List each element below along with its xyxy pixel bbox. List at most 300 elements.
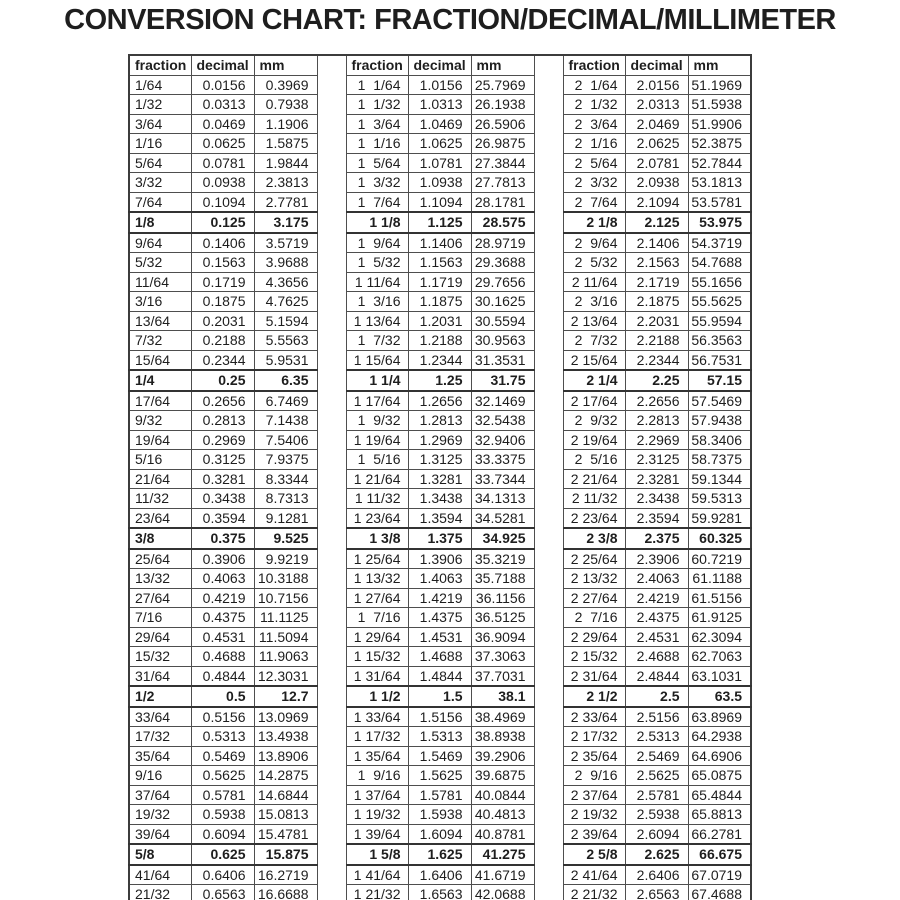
mm-cell: 7.5406 (254, 430, 317, 450)
column-spacer (534, 430, 563, 450)
mm-cell: 1.5875 (254, 134, 317, 154)
decimal-cell: 0.3125 (191, 450, 254, 470)
mm-cell: 11.1125 (254, 608, 317, 628)
mm-cell: 40.4813 (471, 805, 534, 825)
decimal-cell: 1.3125 (408, 450, 471, 470)
mm-cell: 62.3094 (688, 627, 751, 647)
decimal-cell: 2.2656 (625, 391, 688, 411)
fraction-cell: 5/16 (129, 450, 191, 470)
fraction-cell: 3/16 (129, 292, 191, 312)
column-spacer (534, 114, 563, 134)
mm-cell: 61.1188 (688, 569, 751, 589)
column-spacer (317, 212, 346, 233)
decimal-cell: 2.4375 (625, 608, 688, 628)
column-spacer (534, 233, 563, 253)
fraction-cell: 37/64 (129, 785, 191, 805)
mm-cell: 13.8906 (254, 746, 317, 766)
fraction-cell: 25/64 (129, 549, 191, 569)
fraction-cell: 1 13/64 (346, 311, 408, 331)
fraction-cell: 1 35/64 (346, 746, 408, 766)
decimal-cell: 0.0625 (191, 134, 254, 154)
decimal-cell: 1.4688 (408, 647, 471, 667)
fraction-cell: 21/32 (129, 885, 191, 900)
fraction-cell: 2 11/32 (563, 489, 625, 509)
page-title: CONVERSION CHART: FRACTION/DECIMAL/MILLIMETER (64, 4, 836, 36)
decimal-cell: 0.1719 (191, 272, 254, 292)
column-spacer (534, 549, 563, 569)
fraction-cell: 9/32 (129, 411, 191, 431)
table-row (129, 153, 751, 173)
mm-cell: 64.2938 (688, 727, 751, 747)
column-spacer (534, 824, 563, 844)
mm-cell: 0.7938 (254, 95, 317, 115)
column-spacer (317, 766, 346, 786)
column-spacer (534, 311, 563, 331)
column-spacer (534, 153, 563, 173)
column-spacer (534, 469, 563, 489)
mm-cell: 59.5313 (688, 489, 751, 509)
decimal-cell: 2.375 (625, 528, 688, 549)
column-spacer (534, 411, 563, 431)
mm-cell: 65.0875 (688, 766, 751, 786)
fraction-cell: 1 1/64 (346, 75, 408, 95)
column-spacer (534, 391, 563, 411)
decimal-cell: 1.2344 (408, 350, 471, 370)
decimal-cell: 2.3438 (625, 489, 688, 509)
fraction-cell: 2 5/32 (563, 253, 625, 273)
table-row (129, 450, 751, 470)
fraction-cell: 1 29/64 (346, 627, 408, 647)
fraction-cell: 2 9/64 (563, 233, 625, 253)
mm-cell: 2.3813 (254, 173, 317, 193)
fraction-cell: 5/32 (129, 253, 191, 273)
mm-cell: 29.7656 (471, 272, 534, 292)
column-spacer (534, 666, 563, 686)
decimal-cell: 2.6406 (625, 865, 688, 885)
decimal-cell: 1.375 (408, 528, 471, 549)
mm-cell: 59.9281 (688, 508, 751, 528)
mm-cell: 38.8938 (471, 727, 534, 747)
mm-cell: 55.9594 (688, 311, 751, 331)
mm-cell: 59.1344 (688, 469, 751, 489)
decimal-cell: 2.2344 (625, 350, 688, 370)
mm-cell: 57.5469 (688, 391, 751, 411)
column-spacer (534, 805, 563, 825)
table-row (129, 331, 751, 351)
decimal-cell: 0.5625 (191, 766, 254, 786)
column-spacer (317, 233, 346, 253)
mm-cell: 3.175 (254, 212, 317, 233)
column-spacer (317, 785, 346, 805)
mm-cell: 28.1781 (471, 192, 534, 212)
fraction-cell: 2 19/32 (563, 805, 625, 825)
decimal-cell: 1.625 (408, 844, 471, 865)
mm-cell: 36.9094 (471, 627, 534, 647)
header-row (129, 55, 751, 75)
decimal-cell: 2.0313 (625, 95, 688, 115)
mm-cell: 14.2875 (254, 766, 317, 786)
fraction-cell: 2 21/32 (563, 885, 625, 900)
column-spacer (317, 75, 346, 95)
mm-cell: 63.8969 (688, 707, 751, 727)
table-row (129, 430, 751, 450)
column-spacer (317, 55, 346, 75)
fraction-cell: 1 11/64 (346, 272, 408, 292)
fraction-cell: 1 13/32 (346, 569, 408, 589)
decimal-cell: 1.5 (408, 686, 471, 707)
mm-cell: 2.7781 (254, 192, 317, 212)
fraction-cell: 2 1/4 (563, 370, 625, 391)
decimal-cell: 2.3125 (625, 450, 688, 470)
mm-cell: 1.1906 (254, 114, 317, 134)
table-row (129, 134, 751, 154)
mm-cell: 34.5281 (471, 508, 534, 528)
fraction-cell: 35/64 (129, 746, 191, 766)
decimal-cell: 2.625 (625, 844, 688, 865)
fraction-cell: 1 37/64 (346, 785, 408, 805)
fraction-cell: 23/64 (129, 508, 191, 528)
decimal-cell: 1.5938 (408, 805, 471, 825)
fraction-cell: 2 19/64 (563, 430, 625, 450)
mm-cell: 6.7469 (254, 391, 317, 411)
column-spacer (317, 865, 346, 885)
decimal-cell: 0.4219 (191, 588, 254, 608)
decimal-cell: 1.6563 (408, 885, 471, 900)
mm-cell: 37.3063 (471, 647, 534, 667)
fraction-cell: 1 21/64 (346, 469, 408, 489)
mm-cell: 31.3531 (471, 350, 534, 370)
column-spacer (317, 311, 346, 331)
table-row (129, 766, 751, 786)
column-header-fraction: fraction (563, 55, 625, 75)
decimal-cell: 2.6094 (625, 824, 688, 844)
fraction-cell: 2 1/2 (563, 686, 625, 707)
decimal-cell: 0.5469 (191, 746, 254, 766)
mm-cell: 28.575 (471, 212, 534, 233)
decimal-cell: 0.0156 (191, 75, 254, 95)
mm-cell: 56.3563 (688, 331, 751, 351)
mm-cell: 39.6875 (471, 766, 534, 786)
decimal-cell: 2.5938 (625, 805, 688, 825)
column-spacer (317, 844, 346, 865)
fraction-cell: 3/32 (129, 173, 191, 193)
decimal-cell: 1.4531 (408, 627, 471, 647)
mm-cell: 51.9906 (688, 114, 751, 134)
decimal-cell: 1.0938 (408, 173, 471, 193)
column-header-decimal: decimal (625, 55, 688, 75)
mm-cell: 53.975 (688, 212, 751, 233)
fraction-cell: 9/64 (129, 233, 191, 253)
fraction-cell: 1 33/64 (346, 707, 408, 727)
column-spacer (534, 95, 563, 115)
decimal-cell: 0.1406 (191, 233, 254, 253)
column-header-decimal: decimal (408, 55, 471, 75)
table-row (129, 95, 751, 115)
decimal-cell: 0.3906 (191, 549, 254, 569)
column-spacer (534, 192, 563, 212)
decimal-cell: 1.3906 (408, 549, 471, 569)
column-spacer (534, 727, 563, 747)
decimal-cell: 1.1406 (408, 233, 471, 253)
fraction-cell: 7/16 (129, 608, 191, 628)
fraction-cell: 11/64 (129, 272, 191, 292)
fraction-cell: 1 25/64 (346, 549, 408, 569)
column-spacer (317, 686, 346, 707)
fraction-cell: 1 7/64 (346, 192, 408, 212)
column-spacer (534, 173, 563, 193)
decimal-cell: 2.0156 (625, 75, 688, 95)
mm-cell: 25.7969 (471, 75, 534, 95)
mm-cell: 53.5781 (688, 192, 751, 212)
mm-cell: 38.4969 (471, 707, 534, 727)
table-row (129, 350, 751, 370)
decimal-cell: 1.1094 (408, 192, 471, 212)
column-spacer (534, 885, 563, 900)
decimal-cell: 0.5156 (191, 707, 254, 727)
decimal-cell: 0.6563 (191, 885, 254, 900)
column-spacer (317, 666, 346, 686)
fraction-cell: 1 3/16 (346, 292, 408, 312)
mm-cell: 0.3969 (254, 75, 317, 95)
mm-cell: 9.525 (254, 528, 317, 549)
mm-cell: 13.4938 (254, 727, 317, 747)
fraction-cell: 1 7/16 (346, 608, 408, 628)
mm-cell: 29.3688 (471, 253, 534, 273)
decimal-cell: 1.0625 (408, 134, 471, 154)
decimal-cell: 1.2656 (408, 391, 471, 411)
mm-cell: 5.5563 (254, 331, 317, 351)
fraction-cell: 1 3/8 (346, 528, 408, 549)
mm-cell: 7.9375 (254, 450, 317, 470)
decimal-cell: 1.5313 (408, 727, 471, 747)
decimal-cell: 1.0469 (408, 114, 471, 134)
mm-cell: 3.9688 (254, 253, 317, 273)
mm-cell: 30.5594 (471, 311, 534, 331)
fraction-cell: 1 21/32 (346, 885, 408, 900)
fraction-cell: 5/8 (129, 844, 191, 865)
mm-cell: 9.9219 (254, 549, 317, 569)
table-row (129, 824, 751, 844)
decimal-cell: 2.25 (625, 370, 688, 391)
table-row (129, 569, 751, 589)
fraction-cell: 2 3/8 (563, 528, 625, 549)
fraction-cell: 1 1/4 (346, 370, 408, 391)
decimal-cell: 2.0625 (625, 134, 688, 154)
column-spacer (534, 627, 563, 647)
fraction-cell: 1 1/2 (346, 686, 408, 707)
decimal-cell: 1.1875 (408, 292, 471, 312)
fraction-cell: 1 1/16 (346, 134, 408, 154)
column-spacer (534, 746, 563, 766)
fraction-cell: 2 13/32 (563, 569, 625, 589)
decimal-cell: 2.1406 (625, 233, 688, 253)
decimal-cell: 2.2031 (625, 311, 688, 331)
column-header-decimal: decimal (191, 55, 254, 75)
decimal-cell: 2.0781 (625, 153, 688, 173)
table-row (129, 75, 751, 95)
column-spacer (317, 727, 346, 747)
mm-cell: 7.1438 (254, 411, 317, 431)
column-header-fraction: fraction (346, 55, 408, 75)
fraction-cell: 21/64 (129, 469, 191, 489)
fraction-cell: 1 5/8 (346, 844, 408, 865)
decimal-cell: 0.2813 (191, 411, 254, 431)
fraction-cell: 19/64 (129, 430, 191, 450)
column-spacer (317, 588, 346, 608)
fraction-cell: 2 7/16 (563, 608, 625, 628)
mm-cell: 16.6688 (254, 885, 317, 900)
table-row (129, 686, 751, 707)
table-row (129, 253, 751, 273)
column-spacer (317, 885, 346, 900)
fraction-cell: 2 15/32 (563, 647, 625, 667)
fraction-cell: 1 15/64 (346, 350, 408, 370)
decimal-cell: 0.0313 (191, 95, 254, 115)
fraction-cell: 19/32 (129, 805, 191, 825)
table-row (129, 489, 751, 509)
mm-cell: 54.7688 (688, 253, 751, 273)
mm-cell: 60.325 (688, 528, 751, 549)
decimal-cell: 0.5313 (191, 727, 254, 747)
table-row (129, 844, 751, 865)
decimal-cell: 1.2969 (408, 430, 471, 450)
column-spacer (534, 489, 563, 509)
mm-cell: 33.3375 (471, 450, 534, 470)
mm-cell: 67.0719 (688, 865, 751, 885)
table-row (129, 647, 751, 667)
mm-cell: 16.2719 (254, 865, 317, 885)
mm-cell: 66.675 (688, 844, 751, 865)
decimal-cell: 2.0469 (625, 114, 688, 134)
column-spacer (317, 450, 346, 470)
column-spacer (317, 370, 346, 391)
mm-cell: 15.0813 (254, 805, 317, 825)
fraction-cell: 1 5/32 (346, 253, 408, 273)
decimal-cell: 1.5469 (408, 746, 471, 766)
table-row (129, 588, 751, 608)
mm-cell: 62.7063 (688, 647, 751, 667)
decimal-cell: 2.2969 (625, 430, 688, 450)
column-spacer (317, 549, 346, 569)
decimal-cell: 2.3281 (625, 469, 688, 489)
mm-cell: 57.9438 (688, 411, 751, 431)
table-row (129, 785, 751, 805)
mm-cell: 52.3875 (688, 134, 751, 154)
column-spacer (534, 350, 563, 370)
decimal-cell: 0.2031 (191, 311, 254, 331)
column-spacer (317, 707, 346, 727)
fraction-cell: 2 41/64 (563, 865, 625, 885)
decimal-cell: 0.2969 (191, 430, 254, 450)
table-row (129, 727, 751, 747)
decimal-cell: 2.5 (625, 686, 688, 707)
decimal-cell: 0.5781 (191, 785, 254, 805)
fraction-cell: 2 21/64 (563, 469, 625, 489)
table-row (129, 173, 751, 193)
fraction-cell: 1 1/8 (346, 212, 408, 233)
mm-cell: 67.4688 (688, 885, 751, 900)
mm-cell: 53.1813 (688, 173, 751, 193)
fraction-cell: 2 11/64 (563, 272, 625, 292)
fraction-cell: 2 5/8 (563, 844, 625, 865)
mm-cell: 15.875 (254, 844, 317, 865)
decimal-cell: 1.0313 (408, 95, 471, 115)
column-spacer (317, 272, 346, 292)
decimal-cell: 1.1563 (408, 253, 471, 273)
fraction-cell: 2 17/32 (563, 727, 625, 747)
column-spacer (534, 647, 563, 667)
decimal-cell: 0.1875 (191, 292, 254, 312)
decimal-cell: 1.0156 (408, 75, 471, 95)
decimal-cell: 2.5625 (625, 766, 688, 786)
mm-cell: 41.275 (471, 844, 534, 865)
decimal-cell: 0.0938 (191, 173, 254, 193)
decimal-cell: 1.3438 (408, 489, 471, 509)
table-row (129, 707, 751, 727)
fraction-cell: 2 17/64 (563, 391, 625, 411)
mm-cell: 3.5719 (254, 233, 317, 253)
table-row (129, 391, 751, 411)
mm-cell: 40.8781 (471, 824, 534, 844)
mm-cell: 40.0844 (471, 785, 534, 805)
decimal-cell: 2.125 (625, 212, 688, 233)
mm-cell: 42.0688 (471, 885, 534, 900)
mm-cell: 11.5094 (254, 627, 317, 647)
mm-cell: 63.1031 (688, 666, 751, 686)
column-spacer (534, 865, 563, 885)
column-spacer (534, 766, 563, 786)
decimal-cell: 2.1094 (625, 192, 688, 212)
decimal-cell: 2.1563 (625, 253, 688, 273)
column-spacer (317, 411, 346, 431)
mm-cell: 26.9875 (471, 134, 534, 154)
fraction-cell: 2 25/64 (563, 549, 625, 569)
fraction-cell: 1 17/64 (346, 391, 408, 411)
mm-cell: 5.9531 (254, 350, 317, 370)
fraction-cell: 1 39/64 (346, 824, 408, 844)
mm-cell: 30.9563 (471, 331, 534, 351)
decimal-cell: 0.2188 (191, 331, 254, 351)
decimal-cell: 0.2656 (191, 391, 254, 411)
column-spacer (317, 173, 346, 193)
decimal-cell: 0.4531 (191, 627, 254, 647)
mm-cell: 31.75 (471, 370, 534, 391)
fraction-cell: 2 1/16 (563, 134, 625, 154)
fraction-cell: 41/64 (129, 865, 191, 885)
column-spacer (317, 153, 346, 173)
column-spacer (317, 292, 346, 312)
decimal-cell: 1.3281 (408, 469, 471, 489)
table-row (129, 528, 751, 549)
decimal-cell: 1.6094 (408, 824, 471, 844)
fraction-cell: 33/64 (129, 707, 191, 727)
fraction-cell: 1 9/16 (346, 766, 408, 786)
column-header-fraction: fraction (129, 55, 191, 75)
fraction-cell: 1 5/64 (346, 153, 408, 173)
decimal-cell: 2.6563 (625, 885, 688, 900)
mm-cell: 61.5156 (688, 588, 751, 608)
decimal-cell: 2.5781 (625, 785, 688, 805)
fraction-cell: 1 9/32 (346, 411, 408, 431)
fraction-cell: 2 35/64 (563, 746, 625, 766)
table-row (129, 469, 751, 489)
table-row (129, 114, 751, 134)
decimal-cell: 1.4844 (408, 666, 471, 686)
decimal-cell: 1.4219 (408, 588, 471, 608)
column-spacer (317, 430, 346, 450)
fraction-cell: 2 29/64 (563, 627, 625, 647)
column-spacer (317, 134, 346, 154)
